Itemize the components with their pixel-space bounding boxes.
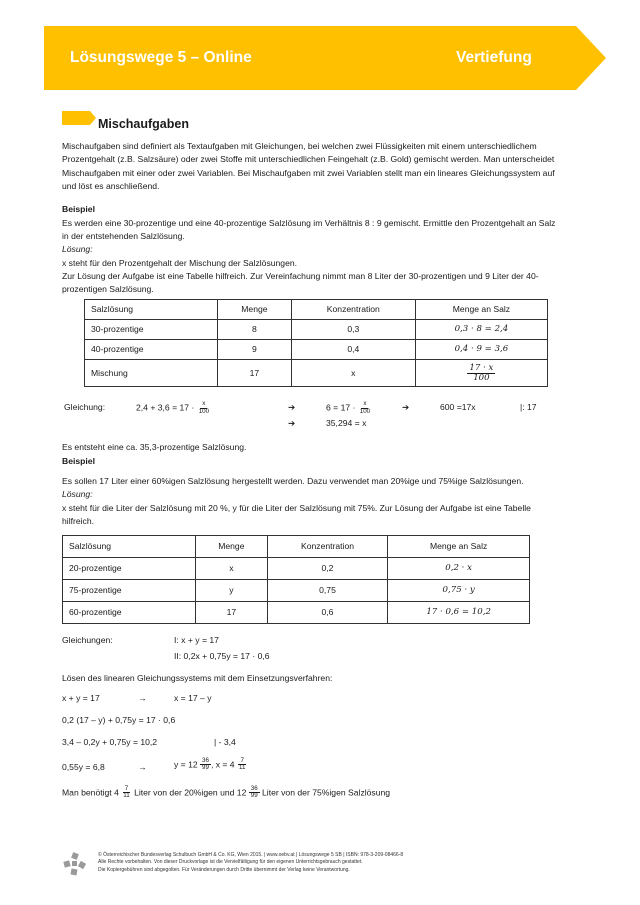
example1-heading: Beispiel — [62, 204, 95, 215]
footer-line: © Österreichischer Bundesverlag Schulbuch GmbH & Co. KG, Wien 2015. | www.oebv.at | Lösungswege 5 SB | ISBN: 978-3-209-08466-8 — [98, 852, 404, 858]
table-cell: 0,3 · 8 = 2,4 — [415, 320, 547, 340]
fraction-numerator: 36 — [250, 784, 258, 792]
equation-row — [62, 401, 562, 417]
example2-solution-label: Lösung: — [62, 489, 93, 500]
table-cell: 60-prozentige — [63, 602, 196, 624]
fraction — [121, 786, 131, 800]
answer-text: Man benötigt 4 — [62, 786, 119, 797]
table-cell: 9 — [218, 340, 292, 360]
solution-step-1 — [62, 692, 562, 708]
table-row — [85, 320, 548, 340]
equation-1: I: x + y = 17 — [174, 635, 219, 646]
table-cell: x — [196, 558, 268, 580]
step-text: 0,2 (17 – y) + 0,75y = 17 · 0,6 — [62, 714, 176, 725]
equation-text: 2,4 + 3,6 = 17 · — [136, 402, 195, 413]
step-result — [174, 758, 247, 772]
example2-task: Es sollen 17 Liter einer 60%igen Salzlösung hergestellt werden. Dazu verwendet man 20%ige und 75%ige Salzlösungen. — [62, 476, 524, 487]
fraction — [200, 758, 211, 772]
step-text: , x = 4 — [210, 758, 235, 769]
equation-step3: |: 17 — [520, 402, 537, 413]
table-cell: Mischung — [85, 360, 218, 387]
example1-line1: x steht für den Prozentgehalt der Mischung der Salzlösungen. — [62, 257, 298, 268]
equation-lhs — [136, 401, 211, 415]
fraction-denominator: 100 — [359, 407, 371, 415]
table-header-row — [85, 300, 548, 320]
fraction-denominator: 100 — [473, 372, 490, 383]
table-cell: 30-prozentige — [85, 320, 218, 340]
table-cell: 0,4 — [291, 340, 415, 360]
step-text: 3,4 – 0,2y + 0,75y = 10,2 — [62, 736, 158, 747]
table-cell: y — [196, 580, 268, 602]
arrow-icon: ➔ — [288, 402, 296, 413]
example1-task: Es werden eine 30-prozentige und eine 40-prozentige Salzlösung im Verhältnis 8 : 9 gemischt. Ermittle den Prozentgehalt an Salz in der entstehenden Salzlösung. — [62, 217, 556, 241]
example1-table — [84, 299, 548, 387]
solution-step-3 — [62, 736, 562, 752]
fraction-denominator: 11 — [123, 792, 130, 800]
fraction-numerator: 17 · x — [469, 362, 494, 373]
fraction-numerator: 7 — [124, 784, 129, 792]
fraction-denominator: 100 — [198, 407, 210, 415]
arrow-icon: → — [138, 761, 147, 772]
table-cell: 0,4 · 9 = 3,6 — [415, 340, 547, 360]
equations-label: Gleichungen: — [62, 635, 113, 646]
table-header-cell: Menge an Salz — [415, 300, 547, 320]
arrow-icon: → — [138, 692, 147, 703]
fraction-numerator: 7 — [240, 756, 244, 764]
table-header-row — [63, 536, 530, 558]
arrow-icon: ➔ — [402, 402, 410, 413]
example2-table — [62, 535, 530, 624]
fraction — [467, 364, 495, 383]
header-category: Vertiefung — [456, 49, 532, 66]
footer-line: Die Kopiergebühren sind abgegolten. Für Veränderungen durch Dritte übernimmt der Verlag keine Verantwortung. — [98, 866, 350, 873]
table-cell: 0,3 — [291, 320, 415, 340]
table-header-cell: Konzentration — [291, 300, 415, 320]
fraction-denominator: 99 — [202, 764, 209, 772]
table-header-cell: Konzentration — [267, 536, 388, 558]
answer-text: Liter von der 75%igen Salzlösung — [262, 786, 391, 797]
example1-line2: Zur Lösung der Aufgabe ist eine Tabelle hilfreich. Zur Vereinfachung nimmt man 8 Liter der 30-prozentigen und 9 Liter der 40-prozentigen Salzlösung. — [62, 270, 539, 295]
table-cell: 0,75 — [267, 580, 388, 602]
header-banner — [44, 26, 606, 90]
table-header-cell: Menge an Salz — [388, 536, 530, 558]
table-cell: 0,2 — [267, 558, 388, 580]
publisher-logo-icon — [62, 852, 88, 878]
table-cell: 40-prozentige — [85, 340, 218, 360]
fraction-numerator: x — [202, 400, 206, 408]
example2-line1: x steht für die Liter der Salzlösung mit 20 %, y für die Liter der Salzlösung mit 75%. Zur Lösung der Aufgabe ist eine Tabelle hilfreich. — [62, 502, 531, 526]
equations-row — [62, 650, 562, 666]
arrow-icon: ➔ — [288, 418, 296, 429]
table-row — [63, 602, 530, 624]
step-text: 0,55y = 6,8 — [62, 761, 105, 772]
table-header-cell: Salzlösung — [85, 300, 218, 320]
final-answer — [62, 786, 562, 800]
table-cell: 17 · 0,6 = 10,2 — [388, 602, 530, 624]
equation-step2: 600 =17x — [440, 402, 476, 413]
fraction — [358, 401, 372, 415]
answer-text: Liter von der 20%igen und 12 — [134, 786, 247, 797]
step-text: x + y = 17 — [62, 692, 100, 703]
equation-2: II: 0,2x + 0,75y = 17 · 0,6 — [174, 651, 270, 662]
table-row — [63, 558, 530, 580]
table-cell-fraction — [415, 360, 547, 387]
intro-paragraph: Mischaufgaben sind definiert als Textaufgaben mit Gleichungen, bei welchen zwei Flüssigkeiten mit einem unterschiedlichem Prozentgehalt (z.B. Salzsäure) oder zwei Stoffe mit unterschiedlichen Feingehalt (z.B. Gold) gemischt werden. Man unterscheidet Mischaufgaben mit einer oder zwei Variablen. Bei Mischaufgaben mit zwei Variablen stellt man ein lineares Gleichungssystem auf und löst es anschließend. — [62, 141, 555, 191]
equation-text: 6 = 17 · — [326, 402, 356, 413]
table-header-cell: Menge — [218, 300, 292, 320]
step-text: y = 12 — [174, 758, 198, 769]
table-cell: 0,2 · x — [388, 558, 530, 580]
fraction-denominator: 99 — [250, 792, 258, 800]
table-cell: 8 — [218, 320, 292, 340]
table-row — [85, 340, 548, 360]
equation-result-row — [62, 417, 562, 433]
method-text: Lösen des linearen Gleichungssystems mit dem Einsetzungsverfahren: — [62, 673, 333, 684]
table-cell: 17 — [196, 602, 268, 624]
step-text: x = 17 – y — [174, 692, 212, 703]
header-title: Lösungswege 5 – Online — [70, 49, 252, 66]
table-row — [63, 580, 530, 602]
section-marker-icon — [62, 111, 96, 125]
fraction — [237, 758, 247, 772]
equation-label: Gleichung: — [64, 402, 106, 413]
fraction-numerator: x — [363, 400, 367, 408]
example2-heading: Beispiel — [62, 455, 95, 466]
fraction — [249, 786, 260, 800]
fraction — [197, 401, 211, 415]
equations-row — [62, 634, 562, 650]
example1-solution-label: Lösung: — [62, 244, 93, 255]
table-row — [85, 360, 548, 387]
fraction-denominator: 11 — [238, 764, 246, 772]
table-header-cell: Salzlösung — [63, 536, 196, 558]
table-cell: x — [291, 360, 415, 387]
table-cell: 75-prozentige — [63, 580, 196, 602]
table-cell: 17 — [218, 360, 292, 387]
solution-step-4 — [62, 758, 562, 780]
footer — [98, 852, 403, 874]
main-content — [62, 140, 562, 800]
solution-step-2 — [62, 714, 562, 730]
equation-step1 — [326, 401, 372, 415]
footer-line: Alle Rechte vorbehalten. Von dieser Druckvorlage ist die Vervielfältigung für den eigenen Unterrichtsgebrauch gestattet. — [98, 859, 363, 866]
table-cell: 0,75 · y — [388, 580, 530, 602]
step-text: | - 3,4 — [214, 736, 236, 747]
table-cell: 0,6 — [267, 602, 388, 624]
section-title: Mischaufgaben — [98, 117, 189, 131]
table-cell: 20-prozentige — [63, 558, 196, 580]
table-header-cell: Menge — [196, 536, 268, 558]
equation-result: 35,294 = x — [326, 418, 367, 429]
example1-conclusion: Es entsteht eine ca. 35,3-prozentige Salzlösung. — [62, 442, 247, 453]
fraction-numerator: 36 — [202, 756, 209, 764]
